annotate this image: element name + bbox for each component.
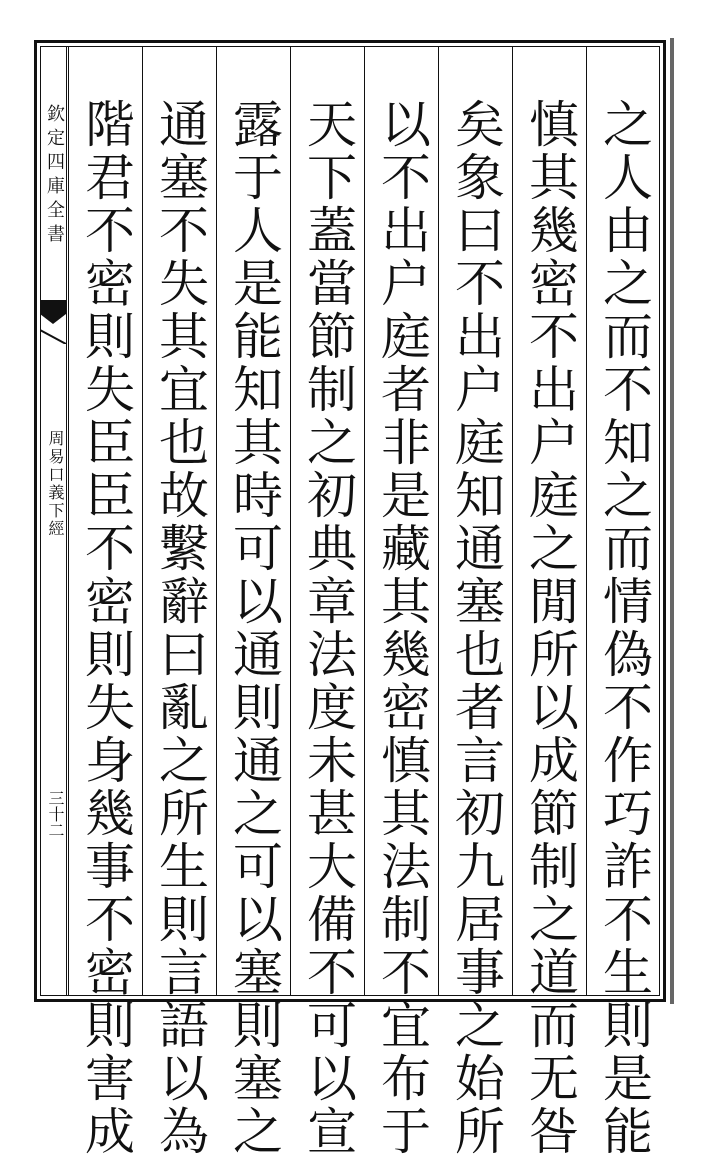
text-column-6 [216, 46, 290, 1158]
text-column-3 [438, 46, 512, 1158]
text-column-7 [142, 46, 216, 1158]
text-columns [66, 46, 660, 1158]
text-column-5 [290, 46, 364, 1158]
column-text: 露于人是能知其時可以通則通之可以塞則塞之 [225, 98, 283, 1158]
page-edge-shadow [670, 38, 674, 1004]
column-text: 之人由之而不知之而情偽不作巧詐不生則是能 [595, 98, 653, 1158]
text-column-4 [364, 46, 438, 1158]
text-column-8 [68, 46, 142, 1158]
column-text: 慎其幾密不出户庭之閒所以成節制之道而无咎 [521, 98, 579, 1158]
column-text: 通塞不失其宜也故繫辭曰亂之所生則言語以為 [151, 98, 209, 1158]
banxin-title: 欽定四庫全書 [44, 104, 65, 248]
text-column-2 [512, 46, 586, 1158]
text-column-1 [586, 46, 660, 1158]
column-text: 以不出户庭者非是藏其幾密慎其法制不宜布于 [373, 98, 431, 1158]
banxin-book-title: 周易口義下經 [46, 430, 65, 538]
column-text: 矣象曰不出户庭知通塞也者言初九居事之始所 [447, 98, 505, 1158]
column-text: 階君不密則失臣臣不密則失身幾事不密則害成 [77, 98, 135, 1158]
column-text: 天下蓋當節制之初典章法度未甚大備不可以宣 [299, 98, 357, 1158]
banxin-page-number: 三十二 [46, 790, 65, 838]
fishtail-mark-icon [40, 300, 66, 344]
